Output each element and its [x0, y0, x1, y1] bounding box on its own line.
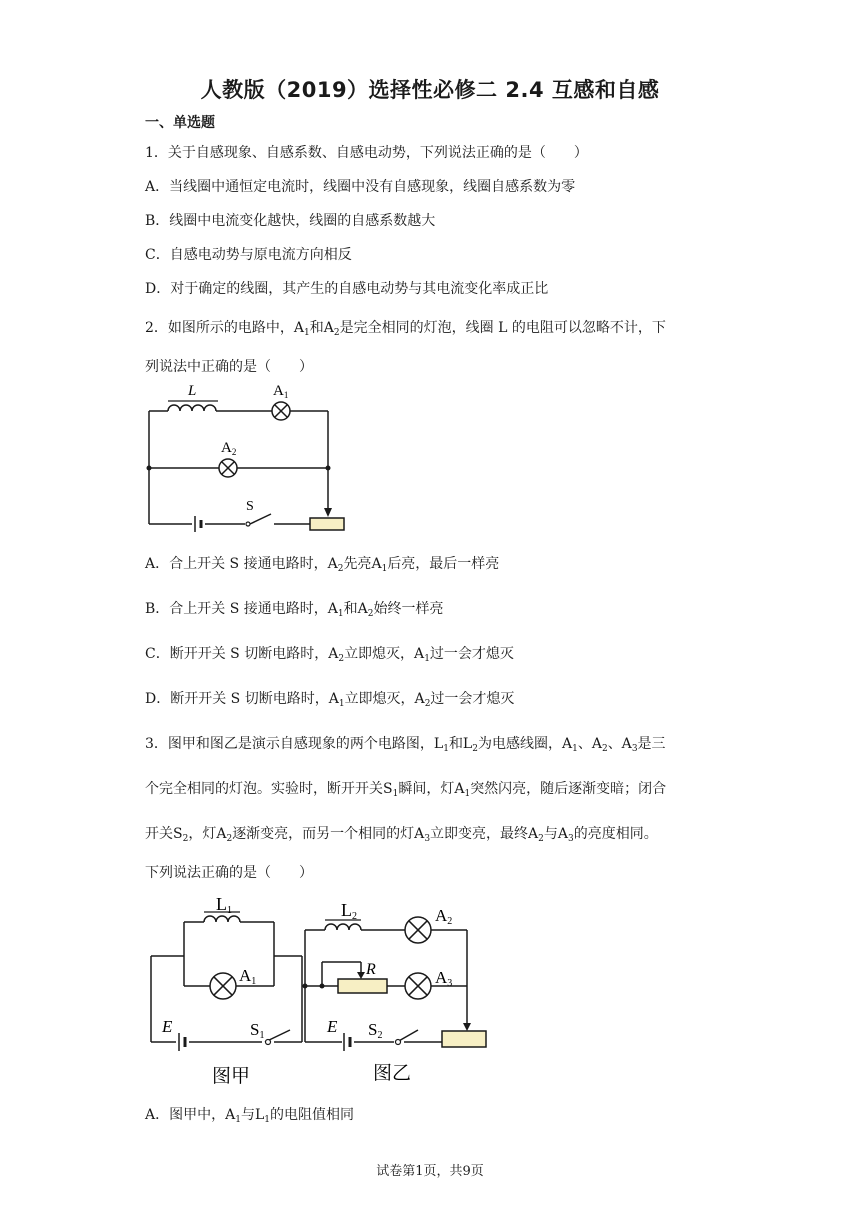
q2-circuit-figure — [140, 378, 360, 538]
label-e: E — [162, 1017, 173, 1036]
q3-stem-line4: 下列说法正确的是（ ） — [145, 865, 313, 881]
q2-option-b: B．合上开关 S 接通电路时，$A_1$和$A_2$始终一样亮 — [145, 601, 444, 619]
lamp-a1-icon — [272, 402, 290, 420]
tap-arrow-icon — [357, 972, 365, 979]
q3-option-a: A．图甲中，$A_1$与$L_1$的电阻值相同 — [145, 1107, 354, 1125]
battery-e-icon — [344, 1033, 350, 1051]
q1-stem: 1．关于自感现象、自感系数、自感电动势，下列说法正确的是（ ） — [145, 145, 588, 161]
slider-arrow-icon — [463, 1023, 471, 1031]
q1-option-c: C．自感电动势与原电流方向相反 — [145, 247, 352, 263]
label-s1: S1 — [250, 1020, 265, 1041]
battery-e-icon — [179, 1033, 185, 1051]
rheostat-icon — [310, 518, 344, 530]
label-l1: L1 — [216, 894, 232, 916]
caption-jia: 图甲 — [212, 1066, 251, 1087]
switch-s2-icon — [396, 1040, 401, 1045]
rheostat-icon — [442, 1031, 486, 1047]
lamp-a3-icon — [405, 973, 431, 999]
label-s: S — [246, 499, 254, 514]
q2-option-a: A．合上开关 S 接通电路时，$A_2$先亮$A_1$后亮，最后一样亮 — [145, 556, 500, 574]
label-a2: $A_2$ — [221, 440, 237, 457]
page-title: 人教版（2019）选择性必修二 2.4 互感和自感 — [200, 78, 660, 102]
label-l2: L2 — [341, 900, 357, 922]
q3-stem-line1: 3．图甲和图乙是演示自感现象的两个电路图，$L_1$和$L_2$为电感线圈，$A_1$、$A_2$、$A_3$是三 — [145, 736, 666, 754]
label-r: R — [366, 961, 376, 978]
q3-stem-line3: 开关$S_2$，灯$A_2$逐渐变亮，而另一个相同的灯$A_3$立即变亮，最终$A_2$与$A_3$的亮度相同。 — [145, 826, 658, 844]
label-e: E — [327, 1017, 338, 1036]
slider-arrow-icon — [324, 508, 332, 517]
lamp-a2-icon — [219, 459, 237, 477]
label-a3: A3 — [435, 968, 453, 989]
q1-option-b: B．线圈中电流变化越快，线圈的自感系数越大 — [145, 213, 436, 229]
lamp-a2-icon — [405, 917, 431, 943]
q2-stem-line2: 列说法中正确的是（ ） — [145, 359, 313, 375]
page-footer: 试卷第1页，共9页 — [376, 1164, 484, 1179]
switch-s-icon — [246, 522, 250, 526]
label-l: L — [188, 383, 197, 399]
q1-option-a: A．当线圈中通恒定电流时，线圈中没有自感现象，线圈自感系数为零 — [145, 179, 576, 195]
label-a1: $A_1$ — [273, 383, 289, 400]
q1-option-d: D．对于确定的线圈，其产生的自感电动势与其电流变化率成正比 — [145, 281, 549, 297]
q3-figure-jia — [140, 890, 315, 1100]
label-s2: S2 — [368, 1020, 383, 1041]
q2-option-d: D．断开开关 S 切断电路时，$A_1$立即熄灭，$A_2$过一会才熄灭 — [145, 691, 515, 709]
q2-option-c: C．断开开关 S 切断电路时，$A_2$立即熄灭，$A_1$过一会才熄灭 — [145, 646, 514, 664]
battery-icon — [195, 516, 201, 532]
q3-stem-line2: 个完全相同的灯泡。实验时，断开开关$S_1$瞬间，灯$A_1$突然闪亮，随后逐渐变暗；闭合 — [145, 781, 667, 799]
label-a1: A1 — [239, 966, 257, 987]
q3-figure-yi — [298, 890, 498, 1100]
lamp-a1-icon — [210, 973, 236, 999]
switch-s1-icon — [266, 1040, 271, 1045]
q2-stem: 2．如图所示的电路中，$A_1$和$A_2$是完全相同的灯泡，线圈 L 的电阻可以忽略不计，下 — [145, 320, 666, 338]
section-heading: 一、单选题 — [145, 115, 215, 131]
label-a2: A2 — [435, 906, 453, 927]
caption-yi: 图乙 — [373, 1063, 412, 1084]
resistor-r-icon — [338, 979, 387, 993]
